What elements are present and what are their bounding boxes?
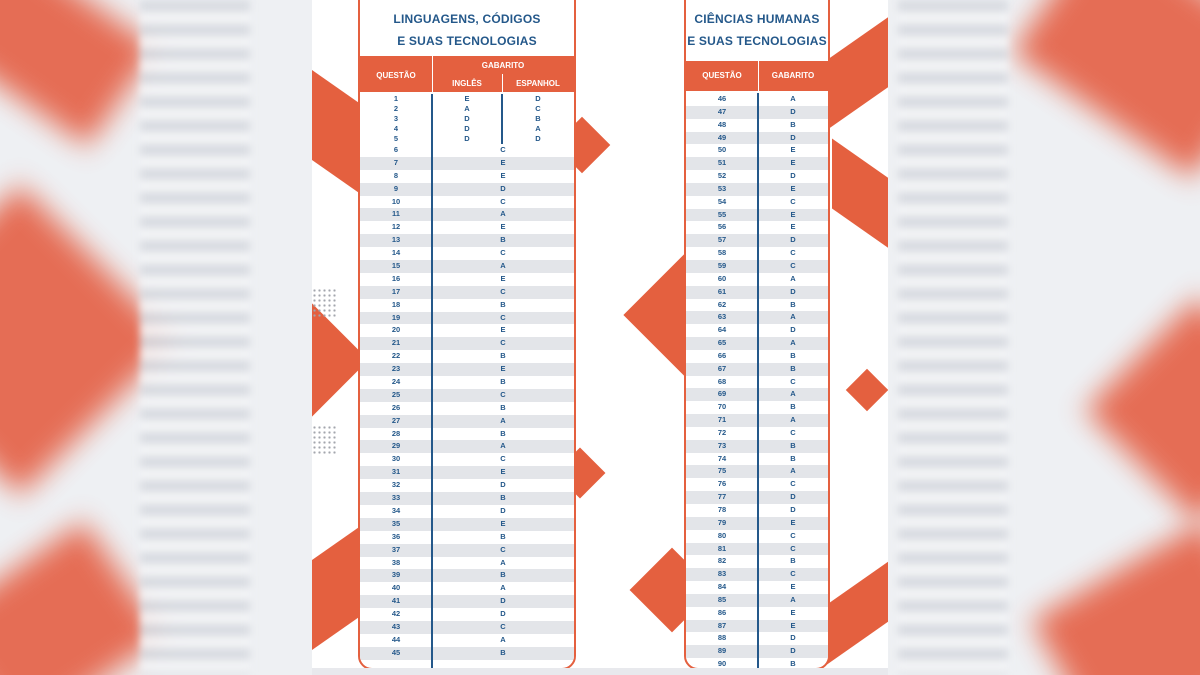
answer-table <box>360 94 574 660</box>
question-number: 34 <box>391 505 401 515</box>
question-number: 72 <box>717 427 727 437</box>
answer-letter: C <box>500 145 506 154</box>
question-number: 21 <box>391 338 401 348</box>
question-number: 77 <box>717 492 727 502</box>
question-number: 84 <box>717 582 727 592</box>
question-number: 67 <box>717 363 727 373</box>
answer-letter: C <box>790 543 796 553</box>
answer-letter: A <box>500 557 506 567</box>
answer-letter: B <box>500 235 506 245</box>
table-row <box>360 363 574 376</box>
answer-letter: E <box>500 518 506 528</box>
table-row <box>360 582 574 595</box>
question-number: 63 <box>717 312 727 322</box>
question-number: 65 <box>717 338 727 348</box>
question-number: 43 <box>391 621 401 631</box>
answer-espanhol: D <box>535 94 541 103</box>
question-number: 36 <box>391 531 401 541</box>
answer-letter: D <box>790 325 796 335</box>
answer-letter: D <box>500 505 506 515</box>
question-number: 66 <box>717 350 727 360</box>
question-number: 49 <box>717 132 727 142</box>
answer-letter: C <box>790 569 796 579</box>
answer-letter: C <box>500 454 506 464</box>
answer-letter: D <box>790 492 796 502</box>
question-number: 48 <box>717 119 727 129</box>
answer-letter: C <box>500 338 506 348</box>
question-number: 4 <box>393 124 399 133</box>
answer-espanhol: B <box>535 114 541 123</box>
answer-letter: E <box>500 170 506 180</box>
question-number: 13 <box>391 235 401 245</box>
answer-letter: D <box>500 480 506 490</box>
decorative-shape <box>832 138 888 271</box>
table-header <box>360 56 574 92</box>
column-divider <box>757 93 759 668</box>
question-number: 44 <box>391 634 401 644</box>
card-title-line2: E SUAS TECNOLOGIAS <box>687 34 827 48</box>
table-row <box>360 440 574 453</box>
table-row <box>360 299 574 312</box>
answer-letter: A <box>500 415 506 425</box>
table-row <box>360 208 574 221</box>
question-number: 41 <box>391 596 401 606</box>
table-row <box>360 124 574 134</box>
answer-letter: B <box>790 363 796 373</box>
question-number: 33 <box>391 493 401 503</box>
question-number: 80 <box>717 530 727 540</box>
answer-letter: E <box>790 209 796 219</box>
answer-letter: D <box>790 286 796 296</box>
table-row <box>360 518 574 531</box>
table-row <box>360 114 574 124</box>
question-number: 6 <box>393 145 399 154</box>
table-row <box>360 608 574 621</box>
answer-ingles: D <box>464 134 470 143</box>
question-number: 73 <box>717 440 727 450</box>
answer-letter: B <box>790 350 796 360</box>
answer-letter: A <box>790 389 796 399</box>
header-gabarito: GABARITO <box>481 61 525 70</box>
question-number: 64 <box>717 325 727 335</box>
answer-letter: A <box>500 209 506 219</box>
table-row <box>360 104 574 114</box>
question-number: 19 <box>391 312 401 322</box>
question-number: 55 <box>717 209 727 219</box>
answer-letter: D <box>790 646 796 656</box>
answer-letter: A <box>790 273 796 283</box>
answer-letter: D <box>790 505 796 514</box>
question-number: 56 <box>717 222 727 232</box>
question-number: 37 <box>391 544 401 554</box>
decorative-dots <box>312 425 338 455</box>
question-number: 58 <box>717 248 727 258</box>
answer-letter: E <box>500 222 506 232</box>
question-number: 89 <box>717 646 727 656</box>
table-row <box>360 634 574 647</box>
table-row <box>360 505 574 518</box>
table-row <box>360 621 574 634</box>
answer-letter: E <box>500 364 506 374</box>
answer-ingles: D <box>464 124 470 133</box>
table-row <box>360 144 574 157</box>
table-row <box>360 376 574 389</box>
question-number: 59 <box>717 260 727 270</box>
question-number: 23 <box>391 364 401 374</box>
answer-letter: E <box>790 183 796 193</box>
answer-letter: B <box>500 351 506 361</box>
answer-letter: C <box>790 376 796 386</box>
question-number: 16 <box>391 273 401 283</box>
answer-letter: E <box>790 145 796 155</box>
answer-letter: E <box>790 222 796 232</box>
question-number: 9 <box>393 183 399 193</box>
answer-letter: B <box>500 493 506 503</box>
question-number: 25 <box>391 389 401 399</box>
question-number: 26 <box>391 402 401 412</box>
answer-letter: C <box>500 248 506 258</box>
question-number: 14 <box>391 248 401 258</box>
table-row <box>360 492 574 505</box>
column-divider <box>431 94 433 668</box>
question-number: 28 <box>391 428 401 438</box>
question-number: 11 <box>392 209 400 219</box>
answer-key-poster <box>312 0 888 668</box>
answer-letter: E <box>500 325 506 335</box>
answer-letter: C <box>500 544 506 554</box>
question-number: 79 <box>717 517 727 527</box>
header-ingles: INGLÊS <box>452 79 482 88</box>
table-row <box>360 170 574 183</box>
table-row <box>360 337 574 350</box>
question-number: 82 <box>717 556 727 566</box>
answer-letter: E <box>790 517 796 527</box>
answer-letter: C <box>500 196 506 206</box>
table-row <box>360 466 574 479</box>
answer-letter: C <box>790 248 796 258</box>
answer-letter: A <box>500 583 506 593</box>
card-title-line1: CIÊNCIAS HUMANAS <box>694 12 820 26</box>
question-number: 83 <box>717 569 727 579</box>
answer-letter: B <box>790 659 796 668</box>
answer-letter: C <box>500 286 506 296</box>
decorative-shape <box>822 552 888 668</box>
table-row <box>360 260 574 273</box>
question-number: 70 <box>717 402 727 412</box>
header-espanhol: ESPANHOL <box>516 79 560 88</box>
question-number: 88 <box>717 633 727 643</box>
answer-letter: C <box>790 530 796 540</box>
question-number: 15 <box>391 261 401 271</box>
answer-letter: D <box>790 132 796 142</box>
answer-letter: E <box>500 467 506 477</box>
answer-letter: B <box>500 647 506 657</box>
answer-letter: C <box>790 479 796 489</box>
answer-letter: A <box>790 338 796 348</box>
answer-letter: A <box>790 312 796 322</box>
table-row <box>360 569 574 582</box>
question-number: 71 <box>717 415 727 425</box>
question-number: 52 <box>717 171 727 181</box>
blurred-background-left <box>0 0 312 675</box>
answer-letter: A <box>790 415 796 425</box>
question-number: 60 <box>717 273 727 283</box>
question-number: 35 <box>391 518 401 528</box>
answer-espanhol: D <box>535 134 541 143</box>
answer-letter: A <box>790 466 796 476</box>
card-title-line1: LINGUAGENS, CÓDIGOS <box>393 12 541 26</box>
question-number: 17 <box>391 286 401 296</box>
table-row <box>360 183 574 196</box>
card-title-line2: E SUAS TECNOLOGIAS <box>397 34 537 48</box>
question-number: 75 <box>717 466 727 476</box>
answer-letter: B <box>500 377 506 387</box>
answer-letter: E <box>500 273 506 283</box>
table-row <box>360 647 574 660</box>
question-number: 50 <box>717 145 727 155</box>
language-divider <box>501 94 503 144</box>
question-number: 38 <box>391 557 401 567</box>
question-number: 47 <box>717 106 727 116</box>
question-number: 22 <box>391 351 401 361</box>
decorative-shape <box>846 369 888 411</box>
answer-letter: D <box>790 106 796 116</box>
answer-letter: C <box>500 389 506 399</box>
question-number: 81 <box>717 543 727 553</box>
question-number: 68 <box>717 376 727 386</box>
answer-letter: B <box>790 556 796 566</box>
question-number: 45 <box>391 647 401 657</box>
question-number: 2 <box>393 104 399 113</box>
table-row <box>360 453 574 466</box>
question-number: 40 <box>391 583 401 593</box>
question-number: 31 <box>391 467 401 477</box>
answer-letter: B <box>790 299 796 309</box>
linguagens-answer-card <box>358 0 576 668</box>
question-number: 20 <box>391 325 401 335</box>
question-number: 90 <box>717 659 727 668</box>
table-row <box>360 595 574 608</box>
answer-ingles: D <box>464 114 470 123</box>
answer-letter: C <box>500 621 506 631</box>
answer-letter: B <box>790 402 796 412</box>
answer-letter: C <box>500 312 506 322</box>
table-row <box>360 286 574 299</box>
table-row <box>360 389 574 402</box>
answer-letter: D <box>790 235 796 245</box>
answer-espanhol: A <box>535 124 541 133</box>
table-row <box>360 312 574 325</box>
answer-letter: A <box>790 594 796 604</box>
question-number: 42 <box>391 609 401 619</box>
question-number: 24 <box>391 377 401 387</box>
table-row <box>360 134 574 144</box>
question-number: 62 <box>717 299 727 309</box>
question-number: 29 <box>391 441 401 451</box>
answer-letter: B <box>790 440 796 450</box>
question-number: 12 <box>391 222 401 232</box>
question-number: 85 <box>717 594 727 604</box>
answer-letter: B <box>500 531 506 541</box>
question-number: 87 <box>717 620 727 630</box>
table-row <box>360 531 574 544</box>
answer-ingles: E <box>464 94 470 103</box>
question-number: 8 <box>393 170 399 180</box>
question-number: 86 <box>717 607 727 617</box>
question-number: 57 <box>717 235 727 245</box>
question-number: 7 <box>393 157 399 167</box>
answer-letter: D <box>500 183 506 193</box>
question-number: 30 <box>391 454 401 464</box>
table-row <box>360 402 574 415</box>
table-row <box>360 234 574 247</box>
answer-letter: A <box>500 261 506 271</box>
answer-letter: D <box>790 633 796 643</box>
answer-letter: E <box>500 157 506 167</box>
question-number: 78 <box>717 505 727 514</box>
blurred-background-right <box>888 0 1200 675</box>
answer-espanhol: C <box>535 104 541 113</box>
question-number: 54 <box>717 196 727 206</box>
question-number: 32 <box>391 480 401 490</box>
answer-letter: E <box>790 158 796 168</box>
answer-letter: B <box>790 119 796 129</box>
ciencias-humanas-answer-card <box>684 0 830 668</box>
answer-letter: E <box>790 607 796 617</box>
answer-letter: D <box>790 171 796 181</box>
question-number: 1 <box>393 94 399 103</box>
question-number: 18 <box>391 299 401 309</box>
question-number: 5 <box>393 134 399 143</box>
question-number: 3 <box>393 114 399 123</box>
question-number: 51 <box>717 158 727 168</box>
question-number: 39 <box>391 570 401 580</box>
header-questao: QUESTÃO <box>376 71 416 80</box>
table-row <box>360 157 574 170</box>
answer-letter: C <box>790 196 796 206</box>
table-row <box>360 479 574 492</box>
table-row <box>360 428 574 441</box>
answer-letter: D <box>500 596 506 606</box>
question-number: 76 <box>717 479 727 489</box>
answer-letter: B <box>790 453 796 463</box>
question-number: 53 <box>717 183 727 193</box>
answer-letter: B <box>500 428 506 438</box>
decorative-dots <box>312 288 338 318</box>
answer-letter: E <box>790 620 796 630</box>
table-row <box>360 247 574 260</box>
answer-letter: B <box>500 570 506 580</box>
table-row <box>360 350 574 363</box>
answer-letter: D <box>500 609 506 619</box>
table-row <box>360 94 574 104</box>
question-number: 69 <box>717 389 727 399</box>
answer-letter: A <box>790 94 796 103</box>
table-row <box>360 415 574 428</box>
question-number: 10 <box>391 196 401 206</box>
table-row <box>360 557 574 570</box>
table-row <box>360 544 574 557</box>
header-questao: QUESTÃO <box>702 71 742 80</box>
header-gabarito: GABARITO <box>771 71 815 80</box>
table-row <box>360 273 574 286</box>
answer-letter: A <box>500 634 506 644</box>
question-number: 74 <box>717 453 727 463</box>
question-number: 46 <box>717 94 727 103</box>
answer-letter: C <box>790 427 796 437</box>
single-answer-rows <box>360 144 574 660</box>
answer-letter: A <box>500 441 506 451</box>
table-row <box>360 196 574 209</box>
answer-letter: B <box>500 402 506 412</box>
table-header <box>686 61 828 91</box>
answer-letter: E <box>790 582 796 592</box>
answer-letter: C <box>790 260 796 270</box>
table-row <box>360 324 574 337</box>
question-number: 27 <box>391 415 401 425</box>
answer-letter: B <box>500 299 506 309</box>
table-row <box>360 221 574 234</box>
question-number: 61 <box>717 286 727 296</box>
answer-ingles: A <box>464 104 470 113</box>
